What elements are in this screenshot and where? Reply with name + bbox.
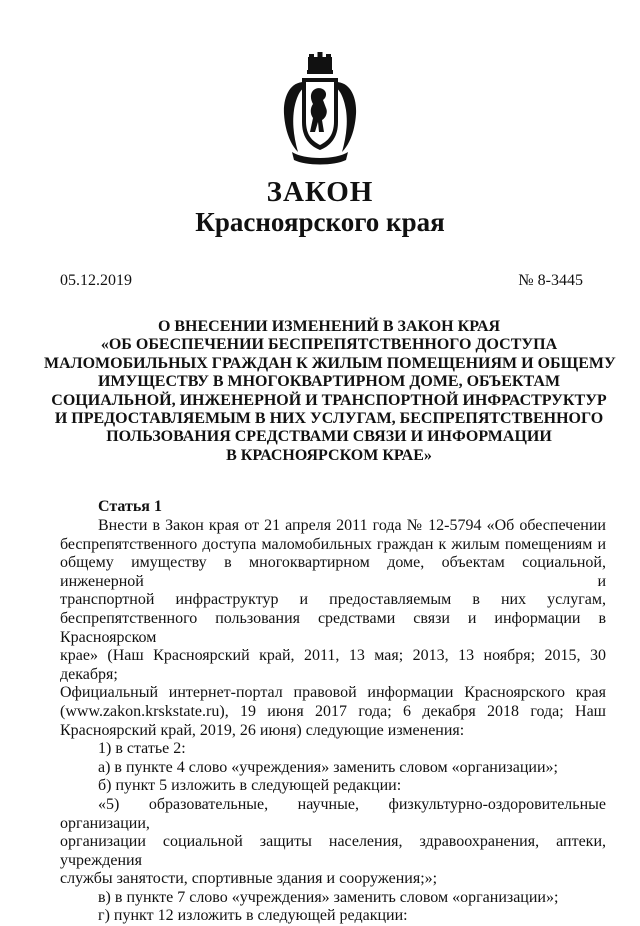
heading-line: ИМУЩЕСТВУ В МНОГОКВАРТИРНОМ ДОМЕ, ОБЪЕКТАМ [97,373,561,391]
body-line: беспрепятственного пользования средствами связи и информации в Красноярском [60,609,606,646]
list-item: а) в пункте 4 слово «учреждения» заменить словом «организации»; [98,758,558,776]
heading-line: В КРАСНОЯРСКОМ КРАЕ» [226,446,432,464]
document-date: 05.12.2019 [60,272,132,289]
quote-line: службы занятости, спортивные здания и сооружения;»; [60,870,438,888]
heading-line: СОЦИАЛЬНОЙ, ИНЖЕНЕРНОЙ И ТРАНСПОРТНОЙ ИНФРАСТРУКТУР [51,391,607,409]
article-body [60,517,606,926]
body-line: крае» (Наш Красноярский край, 2011, 13 мая; 2013, 13 ноября; 2015, 30 декабря; [60,647,606,683]
body-line: (www.zakon.krskstate.ru), 19 июня 2017 года; 6 декабря 2018 года; Наш [60,702,606,720]
heading-line: «ОБ ОБЕСПЕЧЕНИИ БЕСПРЕПЯТСТВЕННОГО ДОСТУПА [100,336,558,354]
body-line: транспортной инфраструктур и предоставляемым в них услугам, [60,591,606,609]
krasnoyarsk-coat-of-arms-icon [282,52,358,168]
article-title: Статья 1 [98,498,162,515]
document-title: ЗАКОН [266,176,374,208]
heading-line: И ПРЕДОСТАВЛЯЕМЫМ В НИХ УСЛУГАМ, БЕСПРЕПЯТСТВЕННОГО [54,410,604,428]
list-item: б) пункт 5 изложить в следующей редакции: [98,777,402,795]
body-line: беспрепятственного доступа маломобильных граждан к жилым помещениям и [60,535,606,553]
document-number: № 8-3445 [518,272,583,289]
quote-line: организации социальной защиты населения, здравоохранения, аптеки, учреждения [60,833,606,869]
heading-line: МАЛОМОБИЛЬНЫХ ГРАЖДАН К ЖИЛЫМ ПОМЕЩЕНИЯМ И ОБЩЕМУ [44,354,616,372]
body-line: Внести в Закон края от 21 апреля 2011 года № 12-5794 «Об обеспечении [98,517,606,534]
body-line: Официальный интернет-портал правовой информации Красноярского края [60,684,606,702]
law-heading [44,318,614,465]
heading-line: ПОЛЬЗОВАНИЯ СРЕДСТВАМИ СВЯЗИ И ИНФОРМАЦИИ [106,428,552,446]
list-item: в) в пункте 7 слово «учреждения» заменить словом «организации»; [98,888,559,906]
list-item: 1) в статье 2: [98,740,186,758]
document-subtitle: Красноярского края [195,207,445,237]
body-line: общему имуществу в многоквартирном доме, объектам социальной, инженерной и [60,554,606,590]
heading-line: О ВНЕСЕНИИ ИЗМЕНЕНИЙ В ЗАКОН КРАЯ [157,318,501,335]
list-item: г) пункт 12 изложить в следующей редакции: [98,907,408,925]
body-line: Красноярский край, 2019, 26 июня) следующие изменения: [60,721,465,739]
quote-line: «5) образовательные, научные, физкультурно-оздоровительные организации, [60,795,606,832]
